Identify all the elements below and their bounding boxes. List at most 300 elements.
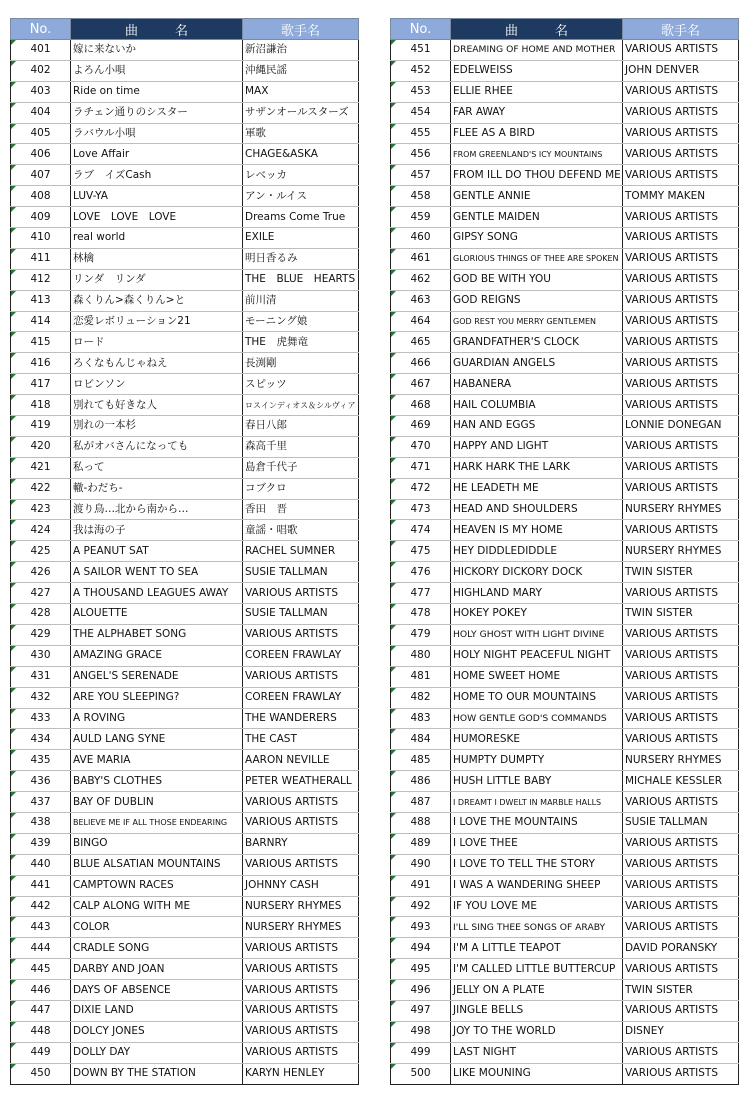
song-title: HOME SWEET HOME bbox=[451, 666, 623, 687]
artist-name: 島倉千代子 bbox=[243, 457, 359, 478]
artist-name: VARIOUS ARTISTS bbox=[623, 269, 739, 290]
artist-name: THE BLUE HEARTS bbox=[243, 269, 359, 290]
column-header-title: 曲 名 bbox=[451, 19, 623, 40]
table-row bbox=[11, 144, 359, 165]
table-row bbox=[11, 896, 359, 917]
song-number: 407 bbox=[11, 165, 71, 186]
table-row bbox=[391, 290, 739, 311]
song-title: A SAILOR WENT TO SEA bbox=[71, 562, 243, 583]
song-number: 491 bbox=[391, 875, 451, 896]
song-number: 488 bbox=[391, 812, 451, 833]
song-title: GLORIOUS THINGS OF THEE ARE SPOKEN bbox=[451, 248, 623, 269]
artist-name: VARIOUS ARTISTS bbox=[623, 854, 739, 875]
artist-name: 新沼謙治 bbox=[243, 40, 359, 61]
song-number: 458 bbox=[391, 186, 451, 207]
artist-name: サザンオールスターズ bbox=[243, 102, 359, 123]
artist-name: TOMMY MAKEN bbox=[623, 186, 739, 207]
artist-name: DISNEY bbox=[623, 1021, 739, 1042]
artist-name: LONNIE DONEGAN bbox=[623, 416, 739, 437]
table-row bbox=[391, 896, 739, 917]
table-row bbox=[391, 332, 739, 353]
song-number: 496 bbox=[391, 980, 451, 1001]
artist-name: THE 虎舞竜 bbox=[243, 332, 359, 353]
song-number: 497 bbox=[391, 1000, 451, 1021]
song-title: GENTLE ANNIE bbox=[451, 186, 623, 207]
song-table-left bbox=[10, 18, 359, 1085]
song-title: HICKORY DICKORY DOCK bbox=[451, 562, 623, 583]
table-row bbox=[11, 917, 359, 938]
artist-name: VARIOUS ARTISTS bbox=[623, 290, 739, 311]
table-row bbox=[391, 269, 739, 290]
song-title: ALOUETTE bbox=[71, 604, 243, 625]
song-title: 轍-わだち- bbox=[71, 478, 243, 499]
song-number: 432 bbox=[11, 687, 71, 708]
table-row bbox=[391, 457, 739, 478]
artist-name: NURSERY RHYMES bbox=[243, 896, 359, 917]
table-row bbox=[391, 374, 739, 395]
table-row bbox=[391, 959, 739, 980]
song-number: 466 bbox=[391, 353, 451, 374]
song-title: BLUE ALSATIAN MOUNTAINS bbox=[71, 854, 243, 875]
song-number: 486 bbox=[391, 771, 451, 792]
table-row bbox=[391, 478, 739, 499]
song-title: ANGEL'S SERENADE bbox=[71, 666, 243, 687]
artist-name: VARIOUS ARTISTS bbox=[623, 833, 739, 854]
song-number: 425 bbox=[11, 541, 71, 562]
artist-name: VARIOUS ARTISTS bbox=[243, 666, 359, 687]
table-row bbox=[391, 541, 739, 562]
table-row bbox=[391, 875, 739, 896]
song-title: DOLLY DAY bbox=[71, 1042, 243, 1063]
song-number: 408 bbox=[11, 186, 71, 207]
table-row bbox=[11, 812, 359, 833]
table-row bbox=[11, 311, 359, 332]
table-row bbox=[11, 750, 359, 771]
song-title: HAN AND EGGS bbox=[451, 416, 623, 437]
song-number: 462 bbox=[391, 269, 451, 290]
artist-name: VARIOUS ARTISTS bbox=[623, 959, 739, 980]
song-number: 468 bbox=[391, 395, 451, 416]
song-number: 500 bbox=[391, 1063, 451, 1084]
table-row bbox=[11, 959, 359, 980]
song-number: 481 bbox=[391, 666, 451, 687]
table-row bbox=[11, 81, 359, 102]
song-title: FLEE AS A BIRD bbox=[451, 123, 623, 144]
table-row bbox=[391, 604, 739, 625]
song-number: 445 bbox=[11, 959, 71, 980]
song-title: HOLY GHOST WITH LIGHT DIVINE bbox=[451, 624, 623, 645]
table-row bbox=[11, 478, 359, 499]
song-number: 489 bbox=[391, 833, 451, 854]
table-row bbox=[391, 708, 739, 729]
song-number: 465 bbox=[391, 332, 451, 353]
song-title: EDELWEISS bbox=[451, 60, 623, 81]
table-row bbox=[11, 938, 359, 959]
song-title: IF YOU LOVE ME bbox=[451, 896, 623, 917]
artist-name: VARIOUS ARTISTS bbox=[623, 165, 739, 186]
artist-name: Dreams Come True bbox=[243, 207, 359, 228]
table-row bbox=[11, 1000, 359, 1021]
table-row bbox=[391, 248, 739, 269]
table-row bbox=[11, 457, 359, 478]
table-row bbox=[11, 833, 359, 854]
song-number: 450 bbox=[11, 1063, 71, 1084]
artist-name: VARIOUS ARTISTS bbox=[623, 520, 739, 541]
song-number: 499 bbox=[391, 1042, 451, 1063]
song-number: 441 bbox=[11, 875, 71, 896]
song-title: GUARDIAN ANGELS bbox=[451, 353, 623, 374]
table-row bbox=[391, 771, 739, 792]
song-number: 449 bbox=[11, 1042, 71, 1063]
song-title: THE ALPHABET SONG bbox=[71, 624, 243, 645]
song-number: 412 bbox=[11, 269, 71, 290]
table-row bbox=[11, 771, 359, 792]
table-row bbox=[391, 207, 739, 228]
song-number: 439 bbox=[11, 833, 71, 854]
song-title: 森くりん>森くりん>と bbox=[71, 290, 243, 311]
table-row bbox=[11, 395, 359, 416]
artist-name: ロスインディオス＆シルヴィア bbox=[243, 395, 359, 416]
table-row bbox=[11, 1042, 359, 1063]
song-title: 別れても好きな人 bbox=[71, 395, 243, 416]
song-title: BAY OF DUBLIN bbox=[71, 792, 243, 813]
table-row bbox=[11, 1063, 359, 1084]
song-title: DIXIE LAND bbox=[71, 1000, 243, 1021]
table-row bbox=[391, 1063, 739, 1084]
song-number: 414 bbox=[11, 311, 71, 332]
song-title: JINGLE BELLS bbox=[451, 1000, 623, 1021]
artist-name: VARIOUS ARTISTS bbox=[243, 959, 359, 980]
song-number: 493 bbox=[391, 917, 451, 938]
song-title: COLOR bbox=[71, 917, 243, 938]
song-number: 490 bbox=[391, 854, 451, 875]
song-number: 403 bbox=[11, 81, 71, 102]
artist-name: COREEN FRAWLAY bbox=[243, 687, 359, 708]
song-number: 402 bbox=[11, 60, 71, 81]
song-title: HE LEADETH ME bbox=[451, 478, 623, 499]
table-row bbox=[11, 854, 359, 875]
artist-name: 香田 晋 bbox=[243, 499, 359, 520]
song-number: 442 bbox=[11, 896, 71, 917]
table-row bbox=[391, 499, 739, 520]
artist-name: VARIOUS ARTISTS bbox=[623, 144, 739, 165]
table-row bbox=[11, 290, 359, 311]
table-row bbox=[11, 520, 359, 541]
song-title: HAIL COLUMBIA bbox=[451, 395, 623, 416]
song-number: 454 bbox=[391, 102, 451, 123]
song-number: 420 bbox=[11, 436, 71, 457]
artist-name: VARIOUS ARTISTS bbox=[623, 123, 739, 144]
song-title: 嫁に来ないか bbox=[71, 40, 243, 61]
artist-name: VARIOUS ARTISTS bbox=[243, 1000, 359, 1021]
song-title: GOD REIGNS bbox=[451, 290, 623, 311]
song-number: 401 bbox=[11, 40, 71, 61]
song-number: 476 bbox=[391, 562, 451, 583]
table-row bbox=[11, 666, 359, 687]
artist-name: VARIOUS ARTISTS bbox=[243, 1042, 359, 1063]
song-title: HUSH LITTLE BABY bbox=[451, 771, 623, 792]
song-title: GENTLE MAIDEN bbox=[451, 207, 623, 228]
artist-name: VARIOUS ARTISTS bbox=[623, 917, 739, 938]
song-number: 446 bbox=[11, 980, 71, 1001]
song-title: ロード bbox=[71, 332, 243, 353]
artist-name: VARIOUS ARTISTS bbox=[623, 666, 739, 687]
song-number: 433 bbox=[11, 708, 71, 729]
song-number: 485 bbox=[391, 750, 451, 771]
artist-name: 森高千里 bbox=[243, 436, 359, 457]
song-title: ロビンソン bbox=[71, 374, 243, 395]
song-number: 457 bbox=[391, 165, 451, 186]
song-number: 483 bbox=[391, 708, 451, 729]
song-number: 424 bbox=[11, 520, 71, 541]
song-title: DAYS OF ABSENCE bbox=[71, 980, 243, 1001]
song-number: 484 bbox=[391, 729, 451, 750]
table-row bbox=[11, 102, 359, 123]
artist-name: VARIOUS ARTISTS bbox=[623, 1063, 739, 1084]
song-number: 474 bbox=[391, 520, 451, 541]
artist-name: VARIOUS ARTISTS bbox=[243, 624, 359, 645]
artist-name: VARIOUS ARTISTS bbox=[623, 1042, 739, 1063]
artist-name: VARIOUS ARTISTS bbox=[243, 812, 359, 833]
song-number: 415 bbox=[11, 332, 71, 353]
artist-name: MICHALE KESSLER bbox=[623, 771, 739, 792]
table-row bbox=[391, 123, 739, 144]
song-number: 469 bbox=[391, 416, 451, 437]
song-title: BABY'S CLOTHES bbox=[71, 771, 243, 792]
artist-name: SUSIE TALLMAN bbox=[243, 562, 359, 583]
song-number: 492 bbox=[391, 896, 451, 917]
artist-name: VARIOUS ARTISTS bbox=[623, 624, 739, 645]
column-header-no: No. bbox=[11, 19, 71, 40]
artist-name: NURSERY RHYMES bbox=[623, 541, 739, 562]
artist-name: VARIOUS ARTISTS bbox=[623, 896, 739, 917]
song-title: DOWN BY THE STATION bbox=[71, 1063, 243, 1084]
artist-name: JOHN DENVER bbox=[623, 60, 739, 81]
artist-name: AARON NEVILLE bbox=[243, 750, 359, 771]
song-number: 421 bbox=[11, 457, 71, 478]
song-title: I LOVE TO TELL THE STORY bbox=[451, 854, 623, 875]
column-header-title: 曲 名 bbox=[71, 19, 243, 40]
table-row bbox=[391, 666, 739, 687]
song-number: 475 bbox=[391, 541, 451, 562]
song-number: 463 bbox=[391, 290, 451, 311]
song-number: 455 bbox=[391, 123, 451, 144]
table-row bbox=[11, 562, 359, 583]
header-row bbox=[391, 19, 739, 40]
artist-name: VARIOUS ARTISTS bbox=[243, 792, 359, 813]
artist-name: NURSERY RHYMES bbox=[243, 917, 359, 938]
artist-name: VARIOUS ARTISTS bbox=[623, 583, 739, 604]
song-title: FROM GREENLAND'S ICY MOUNTAINS bbox=[451, 144, 623, 165]
table-row bbox=[391, 812, 739, 833]
song-number: 482 bbox=[391, 687, 451, 708]
song-title: GOD REST YOU MERRY GENTLEMEN bbox=[451, 311, 623, 332]
artist-name: VARIOUS ARTISTS bbox=[623, 102, 739, 123]
artist-name: VARIOUS ARTISTS bbox=[623, 374, 739, 395]
song-title: AMAZING GRACE bbox=[71, 645, 243, 666]
song-title: 渡り鳥…北から南から… bbox=[71, 499, 243, 520]
song-number: 422 bbox=[11, 478, 71, 499]
song-title: FAR AWAY bbox=[451, 102, 623, 123]
table-row bbox=[11, 687, 359, 708]
table-row bbox=[11, 583, 359, 604]
artist-name: COREEN FRAWLAY bbox=[243, 645, 359, 666]
song-title: HAPPY AND LIGHT bbox=[451, 436, 623, 457]
artist-name: TWIN SISTER bbox=[623, 562, 739, 583]
song-title: LAST NIGHT bbox=[451, 1042, 623, 1063]
song-title: I'M A LITTLE TEAPOT bbox=[451, 938, 623, 959]
song-number: 443 bbox=[11, 917, 71, 938]
table-row bbox=[11, 604, 359, 625]
artist-name: 明日香るみ bbox=[243, 248, 359, 269]
artist-name: BARNRY bbox=[243, 833, 359, 854]
song-title: HUMORESKE bbox=[451, 729, 623, 750]
table-row bbox=[391, 102, 739, 123]
table-row bbox=[391, 228, 739, 249]
artist-name: モーニング娘 bbox=[243, 311, 359, 332]
table-row bbox=[391, 1042, 739, 1063]
table-row bbox=[391, 60, 739, 81]
table-row bbox=[11, 1021, 359, 1042]
table-row bbox=[11, 436, 359, 457]
song-title: AVE MARIA bbox=[71, 750, 243, 771]
column-header-artist: 歌手名 bbox=[243, 19, 359, 40]
artist-name: VARIOUS ARTISTS bbox=[623, 353, 739, 374]
song-title: Ride on time bbox=[71, 81, 243, 102]
artist-name: VARIOUS ARTISTS bbox=[623, 395, 739, 416]
song-title: I'M CALLED LITTLE BUTTERCUP bbox=[451, 959, 623, 980]
table-row bbox=[11, 60, 359, 81]
artist-name: 春日八郎 bbox=[243, 416, 359, 437]
song-title: 林檎 bbox=[71, 248, 243, 269]
song-title: HIGHLAND MARY bbox=[451, 583, 623, 604]
artist-name: RACHEL SUMNER bbox=[243, 541, 359, 562]
song-number: 434 bbox=[11, 729, 71, 750]
table-row bbox=[11, 40, 359, 61]
song-number: 444 bbox=[11, 938, 71, 959]
song-title: HOME TO OUR MOUNTAINS bbox=[451, 687, 623, 708]
table-row bbox=[391, 436, 739, 457]
artist-name: DAVID PORANSKY bbox=[623, 938, 739, 959]
artist-name: EXILE bbox=[243, 228, 359, 249]
song-number: 487 bbox=[391, 792, 451, 813]
artist-name: PETER WEATHERALL bbox=[243, 771, 359, 792]
table-row bbox=[11, 228, 359, 249]
table-row bbox=[391, 1000, 739, 1021]
song-number: 438 bbox=[11, 812, 71, 833]
song-number: 428 bbox=[11, 604, 71, 625]
table-row bbox=[11, 499, 359, 520]
song-title: Love Affair bbox=[71, 144, 243, 165]
song-title: HUMPTY DUMPTY bbox=[451, 750, 623, 771]
artist-name: VARIOUS ARTISTS bbox=[243, 980, 359, 1001]
song-number: 417 bbox=[11, 374, 71, 395]
song-number: 427 bbox=[11, 583, 71, 604]
song-number: 456 bbox=[391, 144, 451, 165]
song-title: HEAD AND SHOULDERS bbox=[451, 499, 623, 520]
artist-name: コブクロ bbox=[243, 478, 359, 499]
song-title: DREAMING OF HOME AND MOTHER bbox=[451, 40, 623, 61]
song-number: 435 bbox=[11, 750, 71, 771]
song-number: 429 bbox=[11, 624, 71, 645]
table-row bbox=[11, 980, 359, 1001]
song-title: DARBY AND JOAN bbox=[71, 959, 243, 980]
song-number: 464 bbox=[391, 311, 451, 332]
table-row bbox=[391, 520, 739, 541]
artist-name: VARIOUS ARTISTS bbox=[623, 645, 739, 666]
song-title: I'LL SING THEE SONGS OF ARABY bbox=[451, 917, 623, 938]
table-row bbox=[11, 353, 359, 374]
artist-name: VARIOUS ARTISTS bbox=[623, 248, 739, 269]
table-row bbox=[391, 311, 739, 332]
song-number: 477 bbox=[391, 583, 451, 604]
song-number: 495 bbox=[391, 959, 451, 980]
song-number: 404 bbox=[11, 102, 71, 123]
song-title: LIKE MOUNING bbox=[451, 1063, 623, 1084]
table-row bbox=[391, 395, 739, 416]
column-header-artist: 歌手名 bbox=[623, 19, 739, 40]
song-title: HARK HARK THE LARK bbox=[451, 457, 623, 478]
artist-name: スピッツ bbox=[243, 374, 359, 395]
song-number: 480 bbox=[391, 645, 451, 666]
table-row bbox=[391, 833, 739, 854]
song-number: 460 bbox=[391, 228, 451, 249]
song-number: 461 bbox=[391, 248, 451, 269]
song-title: GIPSY SONG bbox=[451, 228, 623, 249]
song-number: 448 bbox=[11, 1021, 71, 1042]
artist-name: VARIOUS ARTISTS bbox=[623, 207, 739, 228]
table-row bbox=[391, 416, 739, 437]
song-title: よろん小唄 bbox=[71, 60, 243, 81]
artist-name: JOHNNY CASH bbox=[243, 875, 359, 896]
artist-name: THE WANDERERS bbox=[243, 708, 359, 729]
table-row bbox=[11, 875, 359, 896]
song-table-right bbox=[390, 18, 739, 1085]
song-title: A ROVING bbox=[71, 708, 243, 729]
song-title: I LOVE THE MOUNTAINS bbox=[451, 812, 623, 833]
table-row bbox=[391, 40, 739, 61]
table-row bbox=[391, 854, 739, 875]
table-row bbox=[391, 917, 739, 938]
song-number: 473 bbox=[391, 499, 451, 520]
song-number: 437 bbox=[11, 792, 71, 813]
artist-name: SUSIE TALLMAN bbox=[623, 812, 739, 833]
song-number: 478 bbox=[391, 604, 451, 625]
song-title: ろくなもんじゃねえ bbox=[71, 353, 243, 374]
artist-name: レベッカ bbox=[243, 165, 359, 186]
artist-name: VARIOUS ARTISTS bbox=[623, 457, 739, 478]
table-row bbox=[11, 541, 359, 562]
song-title: LOVE LOVE LOVE bbox=[71, 207, 243, 228]
table-row bbox=[11, 708, 359, 729]
table-row bbox=[391, 353, 739, 374]
artist-name: CHAGE&ASKA bbox=[243, 144, 359, 165]
song-title: HOLY NIGHT PEACEFUL NIGHT bbox=[451, 645, 623, 666]
song-number: 470 bbox=[391, 436, 451, 457]
artist-name: VARIOUS ARTISTS bbox=[623, 792, 739, 813]
table-row bbox=[391, 624, 739, 645]
song-number: 447 bbox=[11, 1000, 71, 1021]
artist-name: NURSERY RHYMES bbox=[623, 499, 739, 520]
column-header-no: No. bbox=[391, 19, 451, 40]
song-title: ラチェン通りのシスター bbox=[71, 102, 243, 123]
song-number: 430 bbox=[11, 645, 71, 666]
artist-name: 童謡・唱歌 bbox=[243, 520, 359, 541]
song-title: I DREAMT I DWELT IN MARBLE HALLS bbox=[451, 792, 623, 813]
artist-name: VARIOUS ARTISTS bbox=[623, 81, 739, 102]
song-number: 419 bbox=[11, 416, 71, 437]
artist-name: 前川清 bbox=[243, 290, 359, 311]
